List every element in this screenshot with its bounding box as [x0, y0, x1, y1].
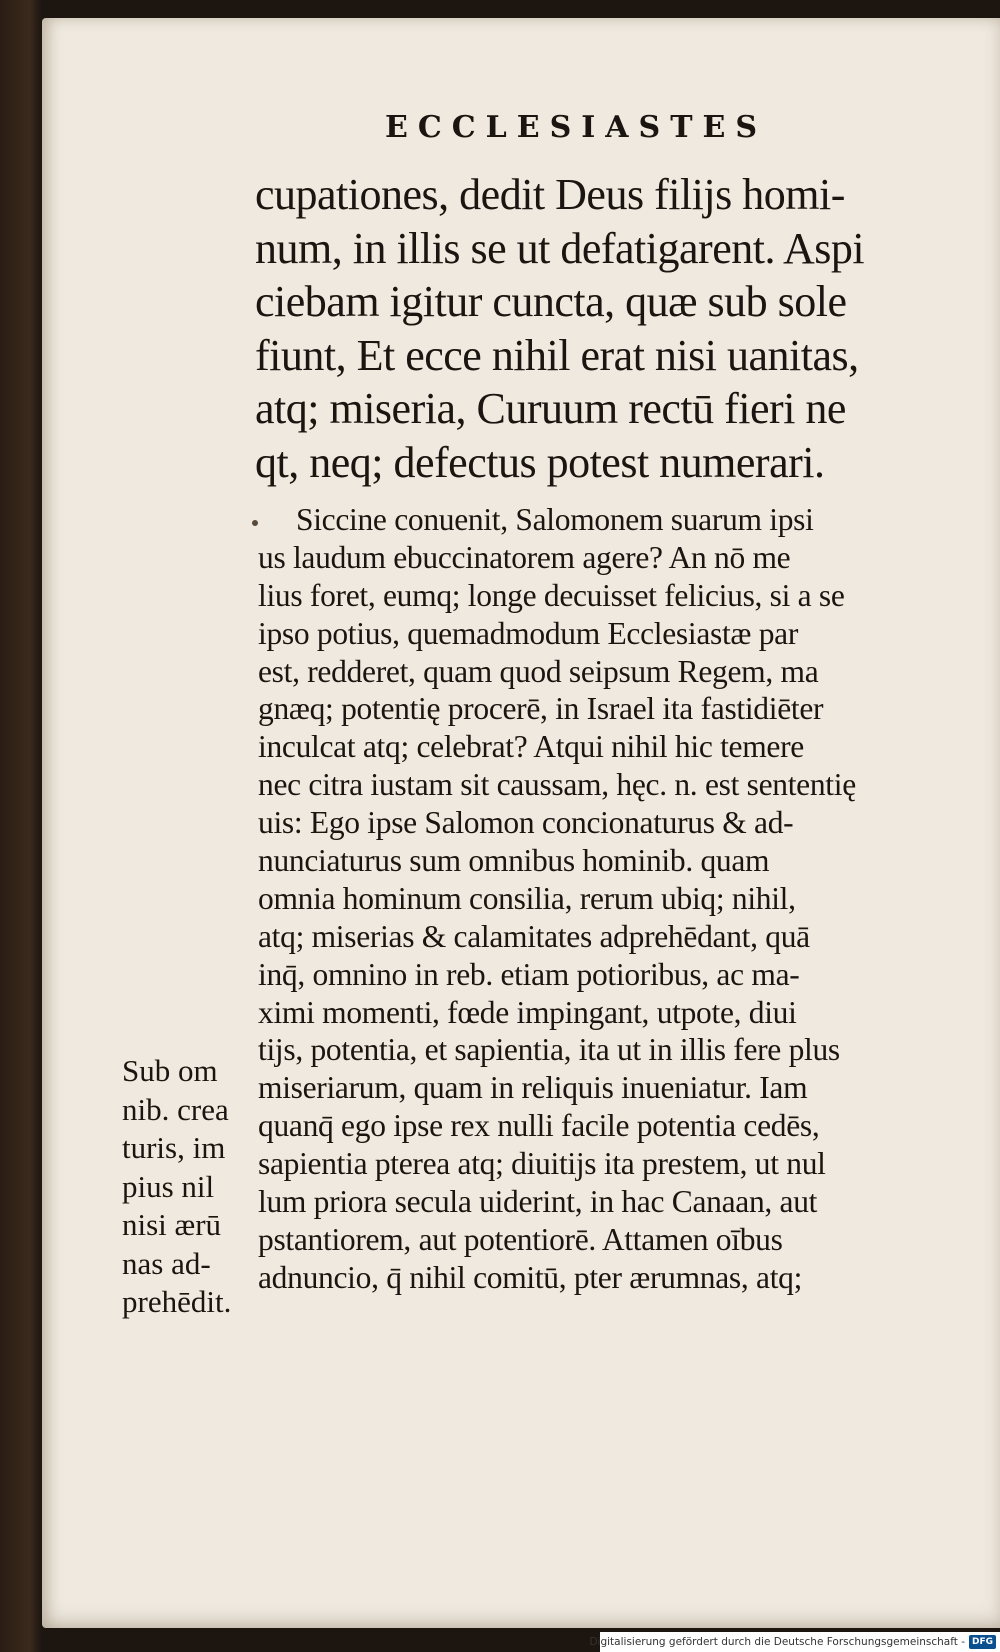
marginal-note-line: pius nil	[122, 1168, 215, 1204]
commentary-line: lius foret, eumq; longe decuisset felicius, si a se	[258, 577, 845, 613]
main-text-line: fiunt, Et ecce nihil erat nisi uanitas,	[255, 330, 859, 380]
commentary-line: nunciaturus sum omnibus hominib. quam	[258, 843, 770, 879]
commentary-line: pstantiorem, aut potentiorē. Attamen oībus	[258, 1221, 783, 1257]
commentary-line: adnuncio, q̄ nihil comitū, pter ærumnas, atq;	[258, 1259, 803, 1295]
commentary-line: us laudum ebuccinatorem agere? An nō me	[258, 539, 791, 575]
commentary-line: est, redderet, quam quod seipsum Regem, ma	[258, 653, 819, 689]
commentary-line: tijs, potentia, et sapientia, ita ut in illis fere plus	[258, 1032, 840, 1068]
commentary-line: inq̄, omnino in reb. etiam potioribus, ac ma-	[258, 956, 800, 992]
commentary-line: ximi momenti, fœde impingant, utpote, diui	[258, 994, 797, 1030]
commentary-line: inculcat atq; celebrat? Atqui nihil hic temere	[258, 729, 804, 765]
running-head: ECCLESIASTES	[385, 110, 768, 145]
commentary-line: quanq̄ ego ipse rex nulli facile potentia cedēs,	[258, 1108, 820, 1144]
commentary-line: lum priora secula uiderint, in hac Canaan, aut	[258, 1184, 818, 1220]
marginal-note-line: nib. crea	[122, 1091, 229, 1127]
main-text-line: cupationes, dedit Deus filijs homi-	[255, 170, 845, 219]
marginal-note	[122, 1052, 262, 1322]
marginal-note-line: Sub om	[122, 1053, 218, 1088]
marginal-note-line: nisi ærū	[122, 1207, 222, 1242]
commentary-line: uis: Ego ipse Salomon concionaturus & ad-	[258, 805, 794, 841]
digitization-credit-text: Digitalisierung gefördert durch die Deutsche Forschungsgemeinschaft -	[589, 1636, 965, 1648]
main-text-line: ciebam igitur cuncta, quæ sub sole	[255, 277, 847, 326]
commentary-line: miseriarum, quam in reliquis inueniatur. Iam	[258, 1070, 808, 1106]
main-text-line: atq; miseria, Curuum rectū fieri ne	[255, 384, 846, 433]
commentary-line: ipso potius, quemadmodum Ecclesiastæ par	[258, 615, 799, 651]
main-text-line: num, in illis se ut defatigarent. Aspi	[255, 223, 865, 273]
digitization-credit-bar	[589, 1632, 1000, 1652]
main-text-block	[255, 168, 935, 489]
marginal-note-line: prehēdit.	[122, 1284, 232, 1319]
commentary-line: gnæq; potentię procerē, in Israel ita fastidiēter	[258, 691, 824, 727]
commentary-line: Siccine conuenit, Salomonem suarum ipsi	[296, 502, 814, 537]
main-text-line: qt, neq; defectus potest numerari.	[255, 437, 825, 487]
marginal-note-line: nas ad-	[122, 1245, 211, 1281]
commentary-line: atq; miserias & calamitates adprehēdant, quā	[258, 918, 810, 954]
dfg-logo-icon: DFG	[969, 1635, 996, 1649]
marginal-note-line: turis, im	[122, 1130, 226, 1165]
commentary-line: nec citra iustam sit caussam, hęc. n. est sententię	[258, 767, 856, 803]
commentary-line: omnia hominum consilia, rerum ubiq; nihil,	[258, 880, 796, 916]
commentary-line: sapientia pterea atq; diuitijs ita prestem, ut nul	[258, 1146, 826, 1182]
commentary-text-block	[258, 501, 938, 1297]
